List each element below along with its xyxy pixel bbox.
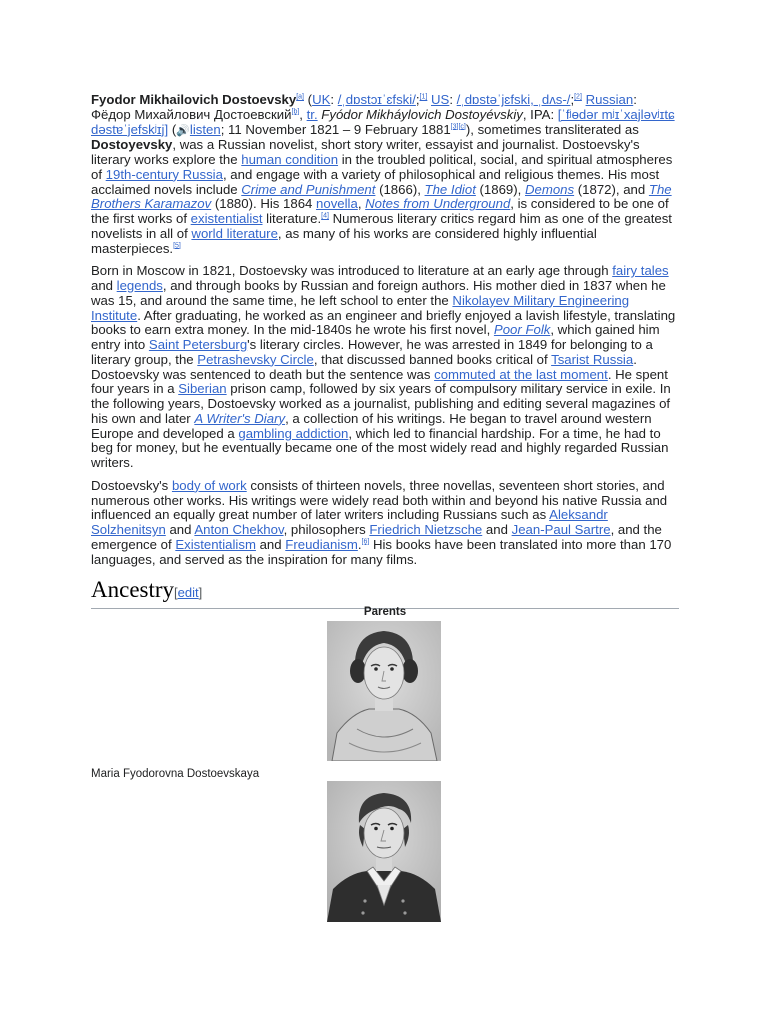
mother-name: Maria Fyodorovna Dostoevskaya <box>91 768 260 780</box>
edit-section: [edit] <box>174 585 203 600</box>
footnote-5[interactable]: [5] <box>173 242 181 250</box>
footnote-a[interactable]: [a] <box>296 93 304 101</box>
article-body <box>91 93 679 575</box>
link-brothers-karamazov[interactable]: The Brothers Karamazov <box>91 181 672 212</box>
link-nietzsche[interactable]: Friedrich Nietzsche <box>369 522 483 537</box>
link-the-idiot[interactable]: The Idiot <box>424 181 476 197</box>
speaker-icon[interactable]: 🔊 <box>176 124 190 137</box>
link-tsarist-russia[interactable]: Tsarist Russia <box>551 351 634 367</box>
footnote-1[interactable]: [1] <box>419 93 428 101</box>
link-legends[interactable]: legends <box>116 278 163 293</box>
link-sartre[interactable]: Jean-Paul Sartre <box>511 522 611 537</box>
link-petrashevsky-circle[interactable]: Petrashevsky Circle <box>197 351 314 367</box>
ancestry-title: Ancestry <box>91 577 175 602</box>
uk-ipa[interactable]: /ˌdɒstɔɪˈɛfski/ <box>337 92 416 107</box>
us-link[interactable]: US <box>431 92 450 107</box>
ipa-label: IPA <box>530 106 551 122</box>
link-novella[interactable]: novella <box>316 196 358 212</box>
early-life-paragraph: Born in Moscow in 1821, Dostoevsky was introduced to literature at an early age through fairy tales and legends, and through books by Russian and foreign authors. His mother died in 1837 when he was 15, and around the same time, he left school to enter the Nikolayev Military Engineering Institute. After graduating, he worked as an engineer and briefly enjoyed a lavish lifestyle, translating books to earn extra money. In the mid-1840s he wrote his first novel, Poor Folk, which gained him entry into Saint Petersburg's literary circles. However, he was arrested in 1849 for belonging to a literary group, the Petrashevsky Circle, that discussed banned books critical of Tsarist Russia. Dostoevsky was sentenced to death but the sentence was commuted at the last moment. He spent four years in a Siberian prison camp, followed by six years of compulsory military service in exile. In the following years, Dostoevsky worked as a journalist, publishing and editing several magazines of his own and later A Writer's Diary, a collection of his writings. He began to travel around western Europe and developed a gambling addiction, which led to financial hardship. For a time, he had to beg for money, but he eventually became one of the most widely read and highly regarded Russian writers. <box>91 263 676 470</box>
link-poor-folk[interactable]: Poor Folk <box>493 322 551 338</box>
link-chekhov[interactable]: Anton Chekhov <box>194 522 284 537</box>
link-existentialism[interactable]: Existentialism <box>175 536 256 552</box>
link-19th-century-russia[interactable]: 19th-century Russia <box>105 166 223 182</box>
link-nikolayev[interactable]: Nikolayev Military Engineering Institute <box>91 292 630 323</box>
link-solzhenitsyn[interactable]: Aleksandr Solzhenitsyn <box>91 507 608 537</box>
legacy-paragraph: Dostoevsky's body of work consists of thirteen novels, three novellas, seventeen short stories, and numerous other works. His writings were widely read both within and beyond his native Russia and influenced an equally great number of later writers including Russians such as Aleksandr Solzhenitsyn and Anton Chekhov, philosophers Friedrich Nietzsche and Jean-Paul Sartre, and the emergence of Existentialism and Freudianism.[6] His books have been translated into more than 170 languages, and served as the inspiration for many films. <box>91 477 672 567</box>
russian-link[interactable]: Russian <box>585 92 634 107</box>
link-siberian[interactable]: Siberian <box>178 381 227 397</box>
link-commuted[interactable]: commuted at the last moment <box>434 366 608 382</box>
link-crime-and-punishment[interactable]: Crime and Punishment <box>241 181 376 197</box>
link-freudianism[interactable]: Freudianism <box>285 536 358 552</box>
link-body-of-work[interactable]: body of work <box>171 477 247 493</box>
parents-caption: Parents <box>363 606 407 618</box>
link-gambling-addiction[interactable]: gambling addiction <box>238 425 349 441</box>
russian-name: Фёдор Михайлович Достоевский <box>91 106 292 122</box>
russian-ipa[interactable]: [ˈfʲɵdər mʲɪˈxajləvʲɪtɕ dəstɐˈjefskʲɪj] <box>91 106 675 137</box>
link-existentialist[interactable]: existentialist <box>190 211 263 226</box>
footnote-3c[interactable]: [3][c] <box>450 123 466 131</box>
link-saint-petersburg[interactable]: Saint Petersburg <box>148 337 248 352</box>
subject-name: Fyodor Mikhailovich Dostoevsky <box>91 92 297 107</box>
ancestry-heading <box>91 576 679 609</box>
lead-paragraph: Fyodor Mikhailovich Dostoevsky[a] (UK: /ˌdɒstɔɪˈɛfski/;[1] US: /ˌdɒstəˈjɛfski, ˌdʌs-/;[2] Russian: Фёдор Михайлович Достоевский[b], tr. Fyódor Mikháylovich Dostoyévskiy, IPA: [ˈfʲɵdər mʲɪˈxajləvʲɪtɕ dəstɐˈjefskʲɪj] (🔊listen; 11 November 1821 – 9 February 1881[3][c]), sometimes transliterated as Dostoyevsky, was a Russian novelist, short story writer, essayist and journalist. Dostoevsky's literary works explore the human condition in the troubled political, social, and spiritual atmospheres of 19th-century Russia, and engage with a variety of philosophical and religious themes. His most acclaimed novels include Crime and Punishment (1866), The Idiot (1869), Demons (1872), and The Brothers Karamazov (1880). His 1864 novella, Notes from Underground, is considered to be one of the first works of existentialist literature.[4] Numerous literary critics regard him as one of the greatest novelists in all of world literature, as many of his works are considered highly influential masterpieces.[5] <box>91 92 675 256</box>
uk-link[interactable]: UK <box>312 92 331 107</box>
listen-link[interactable]: listen <box>189 121 221 137</box>
footnote-2[interactable]: [2] <box>574 93 582 101</box>
edit-link[interactable]: edit <box>177 585 199 600</box>
father-portrait[interactable] <box>327 781 441 922</box>
footnote-b[interactable]: [b] <box>291 108 300 116</box>
link-world-literature[interactable]: world literature <box>191 225 278 241</box>
footnote-6[interactable]: [6] <box>361 538 370 546</box>
link-human-condition[interactable]: human condition <box>241 152 339 167</box>
mother-portrait[interactable] <box>327 621 441 761</box>
transliteration: Fyódor Mikháylovich Dostoyévskiy <box>321 106 523 122</box>
footnote-4[interactable]: [4] <box>321 212 329 220</box>
link-fairy-tales[interactable]: fairy tales <box>612 263 669 279</box>
link-writers-diary[interactable]: A Writer's Diary <box>194 410 286 426</box>
transliteration-link[interactable]: tr. <box>306 106 318 122</box>
alt-name: Dostoyevsky <box>91 137 173 153</box>
link-demons[interactable]: Demons <box>525 181 575 197</box>
link-notes-from-underground[interactable]: Notes from Underground <box>365 196 511 212</box>
us-ipa[interactable]: /ˌdɒstəˈjɛfski, ˌdʌs-/ <box>456 92 571 107</box>
